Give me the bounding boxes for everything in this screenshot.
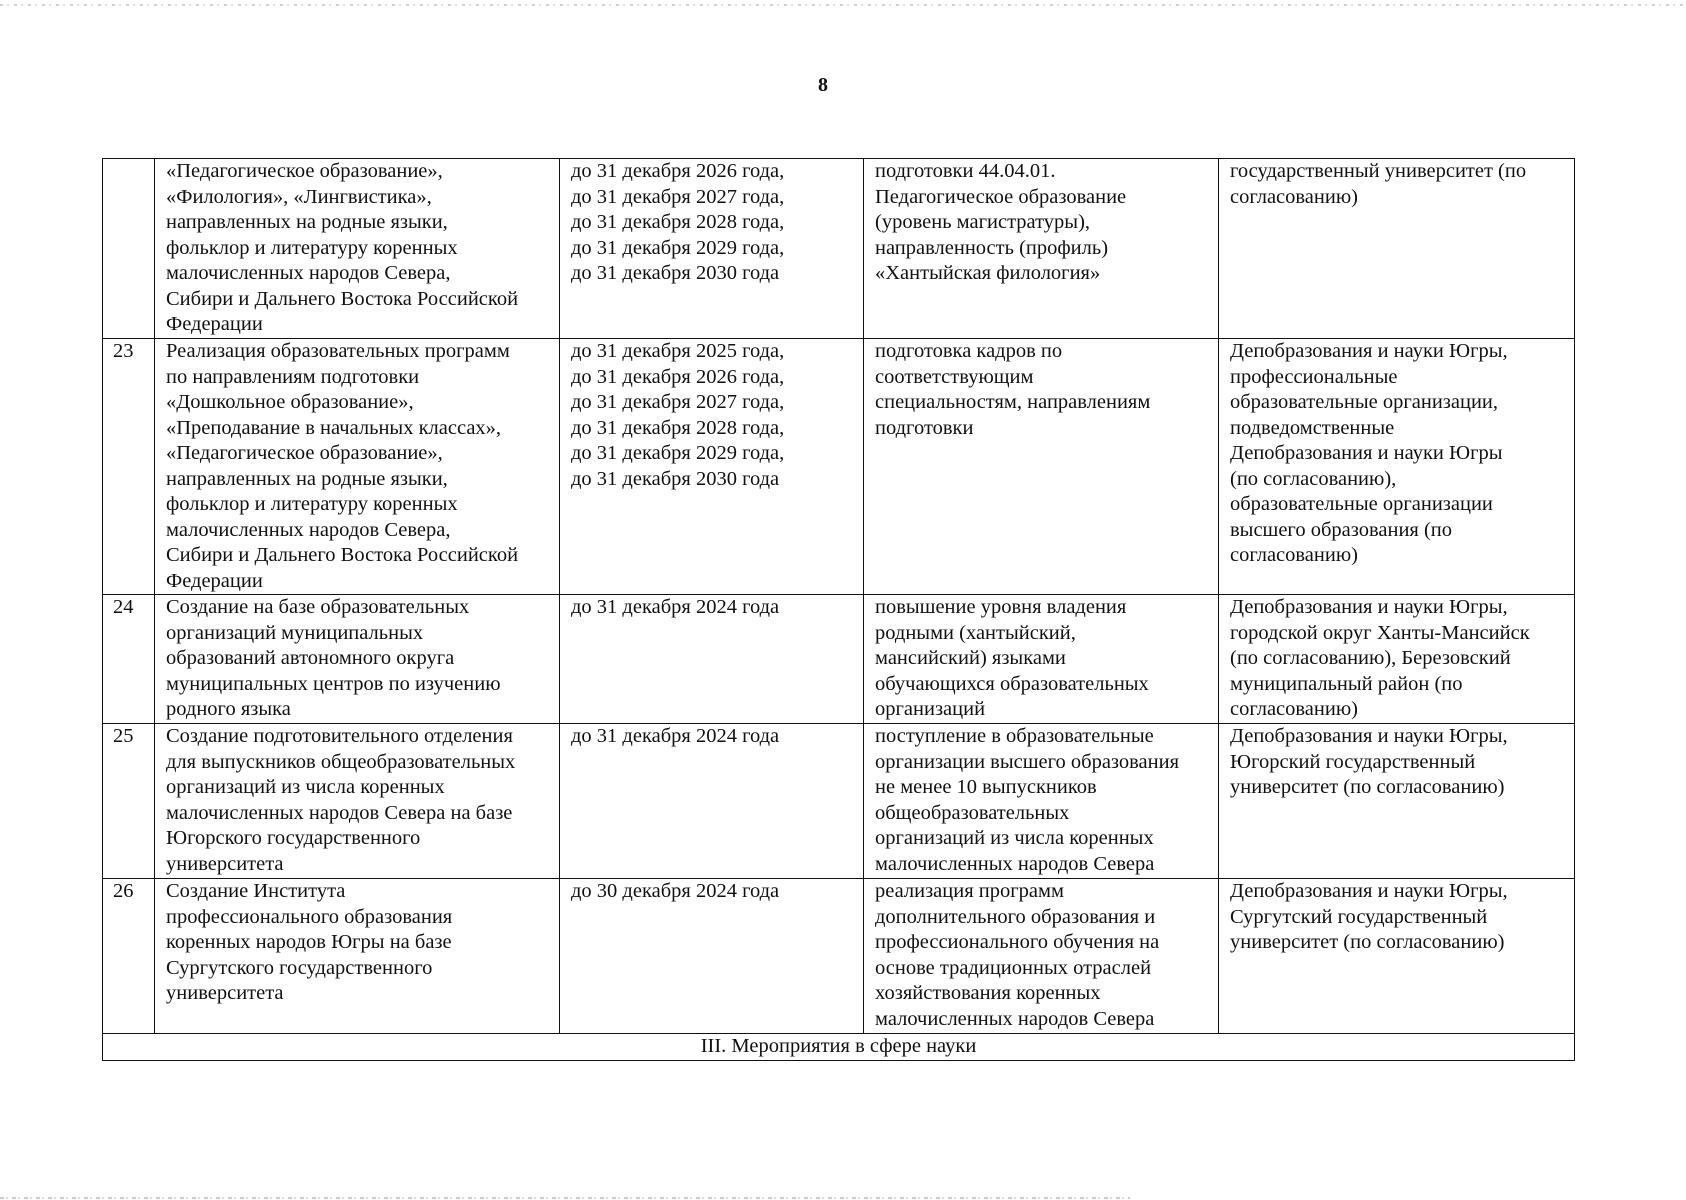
event-cell: Создание на базе образовательных организаций муниципальных образований автономного округа муниципальных центров по изучению родного языка xyxy=(155,595,560,724)
responsible-cell: Депобразования и науки Югры, городской округ Ханты-Мансийск (по согласованию), Березовский муниципальный район (по согласованию) xyxy=(1219,595,1575,724)
result-cell: подготовки 44.04.01. Педагогическое образование (уровень магистратуры), направленность (профиль) «Хантыйская филология» xyxy=(864,159,1219,339)
deadline-cell: до 31 декабря 2024 года xyxy=(560,724,864,879)
result-cell: реализация программ дополнительного образования и профессионального обучения на основе традиционных отраслей хозяйствования коренных малочисленных народов Севера xyxy=(864,879,1219,1034)
table-row xyxy=(103,159,1575,339)
result-cell: подготовка кадров по соответствующим специальностям, направлениям подготовки xyxy=(864,339,1219,595)
row-number-cell: 23 xyxy=(103,339,155,595)
responsible-cell: Депобразования и науки Югры, профессиональные образовательные организации, подведомственные Депобразования и науки Югры (по согласованию), образовательные организации высшего образования (по согласованию) xyxy=(1219,339,1575,595)
event-cell: Реализация образовательных программ по направлениям подготовки «Дошкольное образование», «Преподавание в начальных классах», «Педагогическое образование», направленных на родные языки, фольклор и литературу коренных малочисленных народов Севера, Сибири и Дальнего Востока Российской Федерации xyxy=(155,339,560,595)
event-cell: Создание подготовительного отделения для выпускников общеобразовательных организаций из числа коренных малочисленных народов Севера на базе Югорского государственного университета xyxy=(155,724,560,879)
measures-table xyxy=(102,158,1575,1061)
event-cell: Создание Института профессионального образования коренных народов Югры на базе Сургутского государственного университета xyxy=(155,879,560,1034)
deadline-cell: до 30 декабря 2024 года xyxy=(560,879,864,1034)
deadline-cell: до 31 декабря 2024 года xyxy=(560,595,864,724)
scan-edge-top xyxy=(0,4,1686,6)
row-number-cell xyxy=(103,159,155,339)
section-heading-row xyxy=(103,1034,1575,1061)
result-cell: поступление в образовательные организации высшего образования не менее 10 выпускников общеобразовательных организаций из числа коренных малочисленных народов Севера xyxy=(864,724,1219,879)
responsible-cell: Депобразования и науки Югры, Югорский государственный университет (по согласованию) xyxy=(1219,724,1575,879)
responsible-cell: Депобразования и науки Югры, Сургутский государственный университет (по согласованию) xyxy=(1219,879,1575,1034)
row-number-cell: 24 xyxy=(103,595,155,724)
table-row xyxy=(103,595,1575,724)
table-row xyxy=(103,724,1575,879)
table-row xyxy=(103,339,1575,595)
event-cell: «Педагогическое образование», «Филология», «Лингвистика», направленных на родные языки, фольклор и литературу коренных малочисленных народов Севера, Сибири и Дальнего Востока Российской Федерации xyxy=(155,159,560,339)
responsible-cell: государственный университет (по согласованию) xyxy=(1219,159,1575,339)
result-cell: повышение уровня владения родными (хантыйский, мансийский) языками обучающихся образовательных организаций xyxy=(864,595,1219,724)
section-heading: III. Мероприятия в сфере науки xyxy=(103,1034,1575,1061)
page-number: 8 xyxy=(818,74,828,96)
deadline-cell: до 31 декабря 2026 года, до 31 декабря 2027 года, до 31 декабря 2028 года, до 31 декабря 2029 года, до 31 декабря 2030 года xyxy=(560,159,864,339)
row-number-cell: 26 xyxy=(103,879,155,1034)
table-row xyxy=(103,879,1575,1034)
deadline-cell: до 31 декабря 2025 года, до 31 декабря 2026 года, до 31 декабря 2027 года, до 31 декабря 2028 года, до 31 декабря 2029 года, до 31 декабря 2030 года xyxy=(560,339,864,595)
row-number-cell: 25 xyxy=(103,724,155,879)
scan-edge-bottom xyxy=(0,1197,1130,1199)
